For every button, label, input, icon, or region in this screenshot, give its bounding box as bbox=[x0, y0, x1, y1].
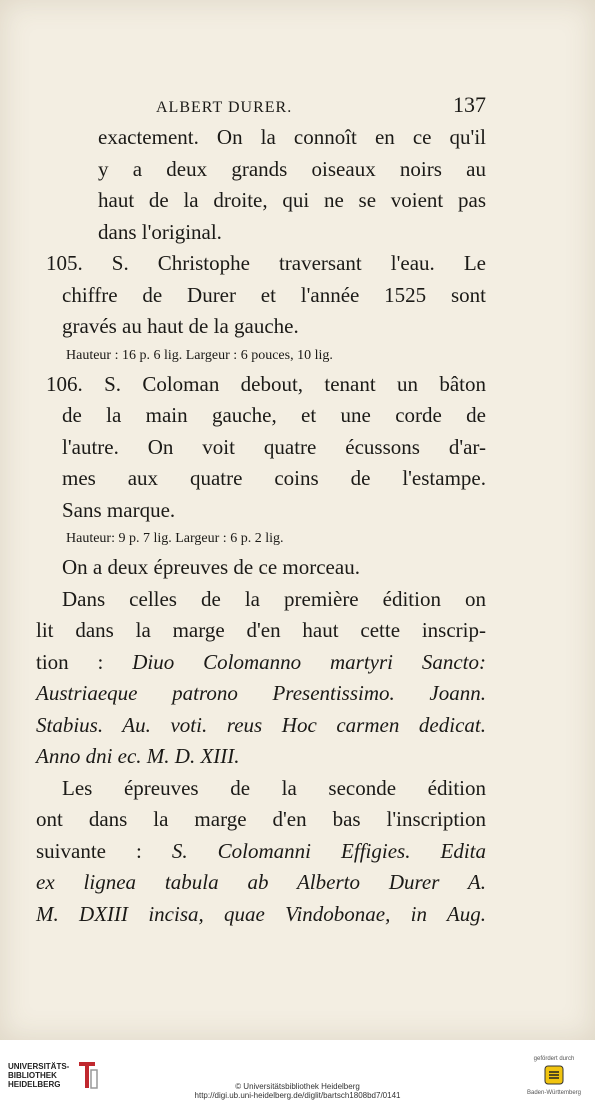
text-line: l'autre. On voit quatre écussons d'ar- bbox=[62, 434, 486, 459]
text-line: Sans marque. bbox=[62, 497, 176, 522]
sponsor-block bbox=[519, 1056, 589, 1096]
library-name: UNIVERSITÄTS- BIBLIOTHEK HEIDELBERG bbox=[8, 1061, 70, 1089]
roman-prefix: tion : bbox=[36, 649, 133, 674]
state-coat-of-arms-icon bbox=[543, 1064, 565, 1086]
inscription-line: M. DXIII incisa, quae Vindobonae, in Aug. bbox=[36, 901, 486, 926]
inscription-line: Anno dni ec. M. D. XIII. bbox=[36, 744, 240, 768]
paragraph-second-edition bbox=[36, 773, 486, 931]
sponsor-label: gefördert durch bbox=[533, 1056, 575, 1062]
text-line: haut de la droite, qui ne se voient pas bbox=[98, 188, 486, 212]
text-line: chiffre de Durer et l'année 1525 sont bbox=[62, 282, 486, 307]
sponsor-name: Baden-Württemberg bbox=[526, 1090, 582, 1096]
digitization-footer bbox=[0, 1040, 595, 1100]
text-line: 106. S. Coloman debout, tenant un bâton bbox=[46, 371, 486, 396]
text-line: dans l'original. bbox=[98, 219, 222, 244]
page-header bbox=[156, 92, 486, 118]
copyright-info bbox=[120, 1082, 475, 1100]
page-content bbox=[36, 92, 486, 930]
paragraph-first-edition bbox=[36, 584, 486, 773]
roman-prefix: suivante : bbox=[36, 838, 172, 863]
library-logo[interactable] bbox=[8, 1060, 99, 1090]
entry-105 bbox=[36, 248, 486, 369]
running-title: ALBERT DURER. bbox=[156, 99, 293, 116]
paragraph-editions-note: On a deux épreuves de ce morceau. bbox=[62, 555, 360, 579]
text-line bbox=[36, 836, 486, 868]
text-line: lit dans la marge d'en haut cette inscrip- bbox=[36, 618, 486, 642]
text-line: exactement. On la connoît en ce qu'il bbox=[98, 125, 486, 149]
inscription-line: Stabius. Au. voti. reus Hoc carmen dedicat. bbox=[36, 712, 486, 737]
text-line: de la main gauche, et une corde de bbox=[62, 403, 486, 427]
library-emblem-icon bbox=[75, 1060, 99, 1090]
text-line: Les épreuves de la seconde édition bbox=[62, 775, 486, 800]
text-line: y a deux grands oiseaux noirs au bbox=[98, 156, 486, 181]
inscription-line: Austriaeque patrono Presentissimo. Joann. bbox=[36, 681, 486, 705]
entry-106 bbox=[36, 369, 486, 553]
inscription-text: Diuo Colomanno martyri Sancto: bbox=[132, 649, 487, 674]
text-line: ont dans la marge d'en bas l'inscription bbox=[36, 807, 486, 831]
source-url-link[interactable]: http://digi.ub.uni-heidelberg.de/diglit/bartsch1808bd7/0141 bbox=[194, 1091, 401, 1100]
inscription-line: ex lignea tabula ab Alberto Durer A. bbox=[36, 870, 486, 894]
text-line: gravés au haut de la gauche. bbox=[62, 314, 299, 338]
dimensions-105: Hauteur : 16 p. 6 lig. Largeur : 6 pouces, 10 lig. bbox=[66, 347, 333, 363]
inscription-text: S. Colomanni Effigies. Edita bbox=[171, 838, 486, 863]
text-line: Dans celles de la première édition on bbox=[62, 586, 486, 611]
text-line: 105. S. Christophe traversant l'eau. Le bbox=[46, 251, 486, 275]
copyright-text: © Universitätsbibliothek Heidelberg bbox=[235, 1082, 360, 1091]
page-number: 137 bbox=[453, 92, 486, 117]
dimensions-106: Hauteur: 9 p. 7 lig. Largeur : 6 p. 2 lig. bbox=[66, 531, 284, 546]
continuation-text bbox=[98, 122, 486, 248]
text-line: mes aux quatre coins de l'estampe. bbox=[62, 466, 486, 490]
text-line bbox=[36, 647, 486, 679]
